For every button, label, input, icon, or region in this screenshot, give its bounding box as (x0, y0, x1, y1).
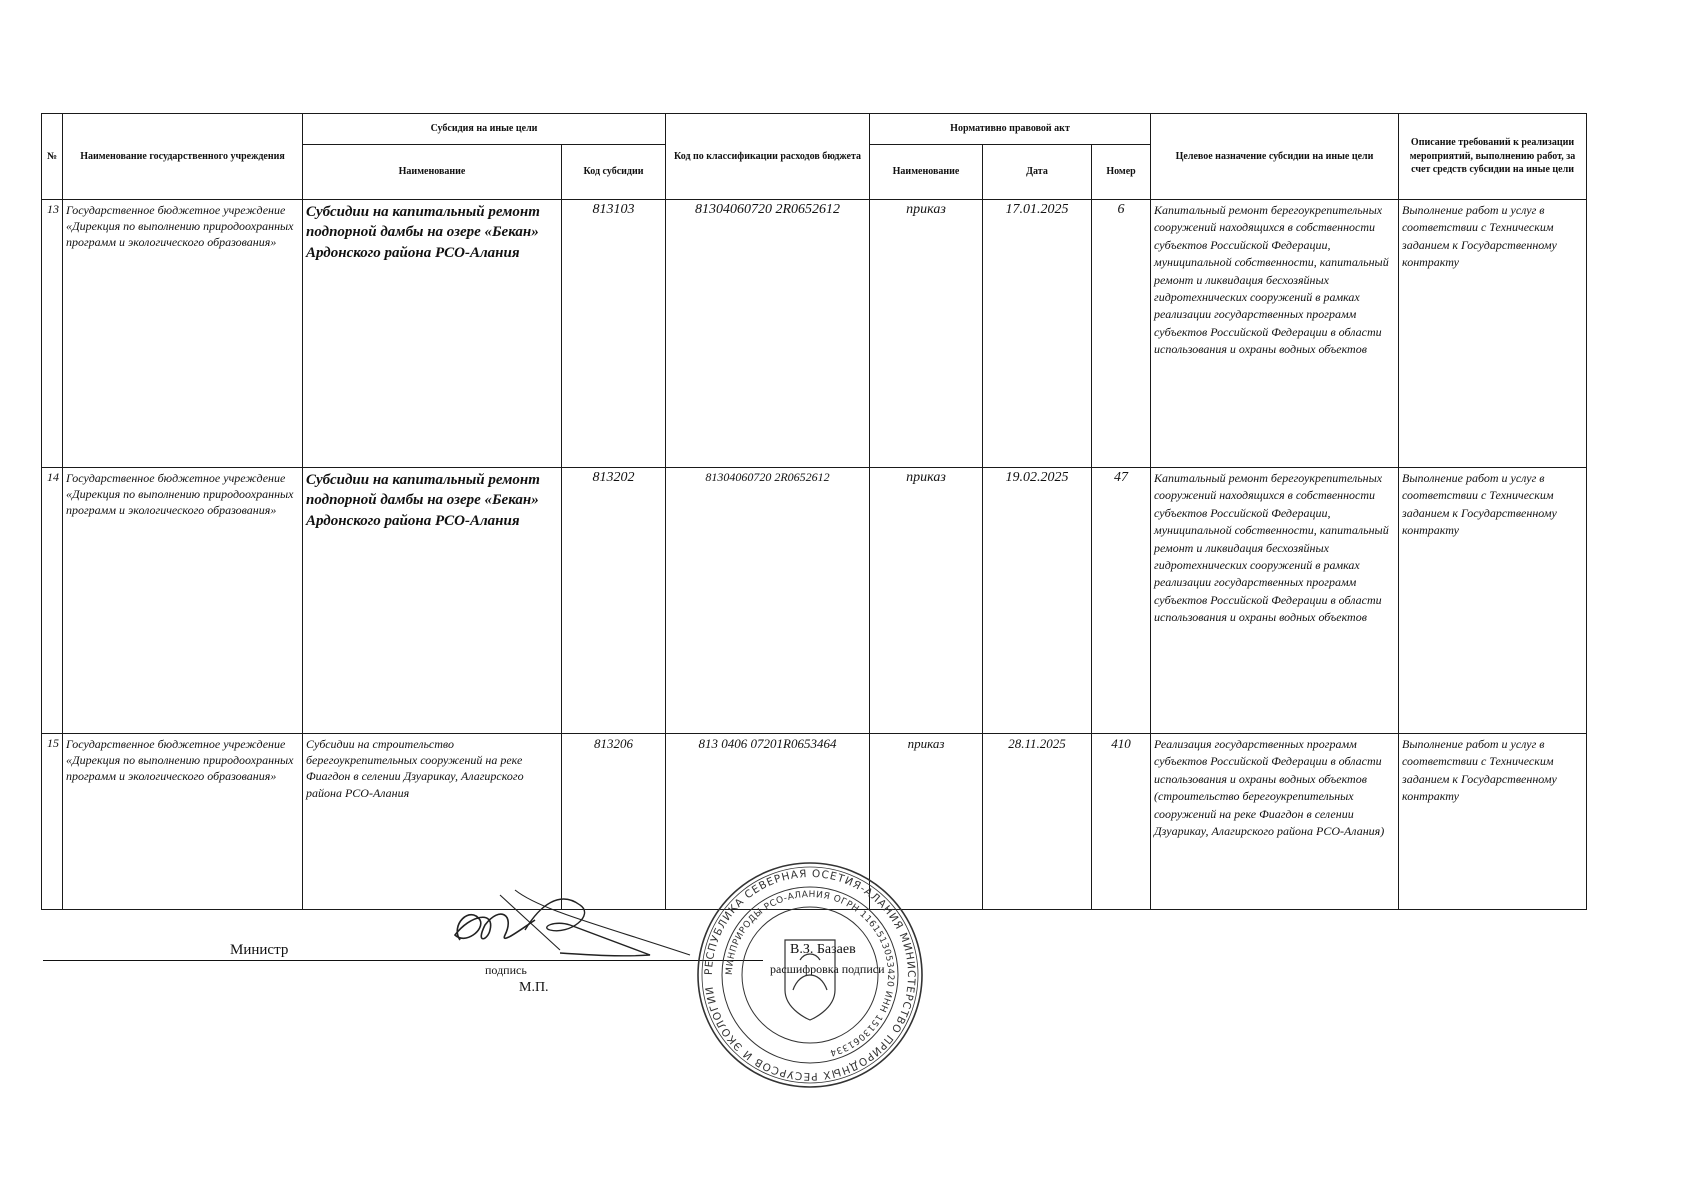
coat-of-arms-emblem (785, 940, 835, 1020)
col-header-no: № (42, 114, 63, 200)
group-header-subsidy: Субсидия на иные цели (303, 114, 666, 145)
act-date: 28.11.2025 (983, 734, 1092, 910)
institution-name: Государственное бюджетное учреждение «Дирекция по выполнению природоохранных программ и экологического образования» (63, 200, 303, 468)
subsidy-name: Субсидии на строительство берегоукрепительных сооружений на реке Фиагдон в селении Дзуарикау, Алагирского района РСО-Алания (303, 734, 562, 910)
row-number: 13 (42, 200, 63, 468)
requirements: Выполнение работ и услуг в соответствии с Техническим заданием к Государственному контракту (1399, 200, 1587, 468)
subsidy-name: Субсидии на капитальный ремонт подпорной дамбы на озере «Бекан» Ардонского района РСО-Алания (303, 200, 562, 468)
seal-outer-text: РЕСПУБЛИКА СЕВЕРНАЯ ОСЕТИЯ-АЛАНИЯ МИНИСТЕРСТВО ПРИРОДНЫХ РЕСУРСОВ И ЭКОЛОГИИ (702, 867, 918, 1083)
subsidies-table (41, 113, 1587, 910)
subsidy-code: 813202 (562, 468, 666, 734)
col-header-institution: Наименование государственного учреждения (63, 114, 303, 200)
subsidy-purpose: Капитальный ремонт берегоукрепительных сооружений находящихся в собственности субъектов Российской Федерации, муниципальной собственности, капитальный ремонт и ликвидация бесхозяйных гидротехнических сооружений в рамках реализации государственных программ субъектов Российской Федерации в области использования и охраны водных объектов (1151, 200, 1399, 468)
act-number: 6 (1092, 200, 1151, 468)
act-name: приказ (870, 200, 983, 468)
stamp-place-label: М.П. (519, 980, 549, 995)
col-header-subsidy-code: Код субсидии (562, 145, 666, 200)
group-header-act: Нормативно правовой акт (870, 114, 1151, 145)
requirements: Выполнение работ и услуг в соответствии с Техническим заданием к Государственному контракту (1399, 734, 1587, 910)
signer-position: Министр (230, 942, 289, 958)
col-header-act-number: Номер (1092, 145, 1151, 200)
col-header-requirements: Описание требований к реализации мероприятий, выполнению работ, за счет средств субсидии на иные цели (1399, 114, 1587, 200)
subsidy-purpose: Реализация государственных программ субъектов Российской Федерации в области использования и охраны водных объектов (строительство берегоукрепительных сооружений на реке Фиагдон в селении Дзуарикау, Алагирского района РСО-Алания) (1151, 734, 1399, 910)
official-seal (695, 860, 925, 1090)
table-row (42, 200, 1587, 468)
signature-caption: подпись (485, 963, 527, 977)
table-row (42, 468, 1587, 734)
subsidy-purpose: Капитальный ремонт берегоукрепительных сооружений находящихся в собственности субъектов Российской Федерации, муниципальной собственности, капитальный ремонт и ликвидация бесхозяйных гидротехнических сооружений в рамках реализации государственных программ субъектов Российской Федерации в области использования и охраны водных объектов (1151, 468, 1399, 734)
act-number: 47 (1092, 468, 1151, 734)
subsidy-code: 813206 (562, 734, 666, 910)
seal-inner-text: МИНПРИРОДЫ РСО-АЛАНИЯ ОГРН 1161513053420 ИНН 1513061334 (724, 889, 896, 1058)
act-date: 19.02.2025 (983, 468, 1092, 734)
row-number: 15 (42, 734, 63, 910)
act-date: 17.01.2025 (983, 200, 1092, 468)
budget-code: 81304060720 2R0652612 (666, 468, 870, 734)
name-decode-caption: расшифровка подписи (770, 962, 885, 976)
row-number: 14 (42, 468, 63, 734)
col-header-budget-code: Код по классификации расходов бюджета (666, 114, 870, 200)
act-number: 410 (1092, 734, 1151, 910)
act-name: приказ (870, 468, 983, 734)
handwritten-signature (440, 885, 700, 965)
budget-code: 813 0406 07201R0653464 (666, 734, 870, 910)
svg-text:МИНПРИРОДЫ РСО-АЛАНИЯ ОГРН 116 (725, 890, 895, 1057)
subsidy-name: Субсидии на капитальный ремонт подпорной дамбы на озере «Бекан» Ардонского района РСО-Алания (303, 468, 562, 734)
col-header-act-date: Дата (983, 145, 1092, 200)
institution-name: Государственное бюджетное учреждение «Дирекция по выполнению природоохранных программ и экологического образования» (63, 734, 303, 910)
header-row-1 (42, 114, 1587, 145)
institution-name: Государственное бюджетное учреждение «Дирекция по выполнению природоохранных программ и экологического образования» (63, 468, 303, 734)
col-header-act-name: Наименование (870, 145, 983, 200)
requirements: Выполнение работ и услуг в соответствии с Техническим заданием к Государственному контракту (1399, 468, 1587, 734)
col-header-purpose: Целевое назначение субсидии на иные цели (1151, 114, 1399, 200)
col-header-subsidy-name: Наименование (303, 145, 562, 200)
act-name: приказ (870, 734, 983, 910)
signer-full-name: В.З. Базаев (790, 942, 856, 957)
budget-code: 81304060720 2R0652612 (666, 200, 870, 468)
subsidy-code: 813103 (562, 200, 666, 468)
